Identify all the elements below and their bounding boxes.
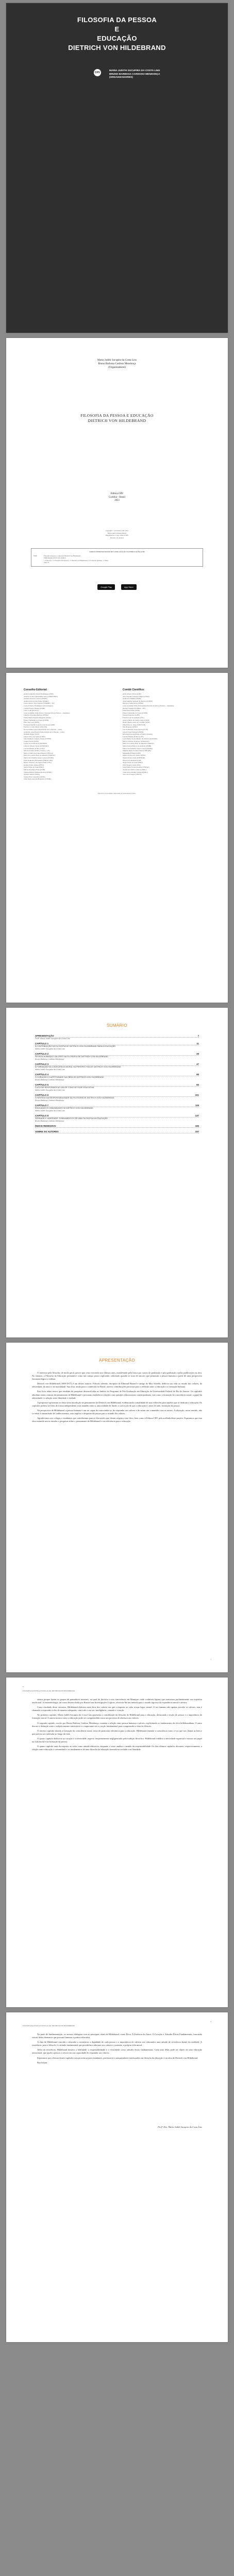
cover-author-line: MARIA JUDITH SUCUPIRA DA COSTA LINS bbox=[109, 70, 160, 72]
committee-member: Mohammed Elhajji (UFRJ) bbox=[123, 752, 141, 754]
cover-page bbox=[6, 3, 228, 333]
summary-entry-page: 83 bbox=[196, 1083, 199, 1086]
committee-member: Diosnel Centurion (UNIDA – PY) bbox=[123, 707, 145, 709]
committee-member: Marcos Vinicius Francisco (UNOESTE) bbox=[123, 740, 149, 742]
summary-entry-page: 155 bbox=[195, 1125, 199, 1127]
committee-member: Kilwangy Kya Kapitango-a-Samba (Unemat) bbox=[123, 733, 153, 736]
summary-entry[interactable] bbox=[35, 1073, 199, 1081]
editorial-council-column bbox=[24, 688, 114, 781]
council-member: Tania Suely Azevedo Brasileiro (UFOPA) bbox=[24, 778, 52, 781]
summary-entry-page: 11 bbox=[196, 1042, 199, 1045]
summary-page bbox=[6, 1008, 228, 1337]
summary-entry-title: CAPÍTULO 7 bbox=[35, 1104, 49, 1107]
paragraph: Na parte de fundamentação, os autores dialogam com as principais obras de Hildebrand, como Ética, A Essência do Amor, O Coração e Atitudes Éticas Fundamentais, buscando extrair delas elementos que possam iluminar a prática educativa. bbox=[32, 2033, 202, 2039]
summary-entry[interactable] bbox=[35, 1053, 199, 1060]
paragraph: sensos porque fazem os grupos de pensadores menores, na qual foi decisiva a sua convivência em Munique, onde conheceu figuras que marcaram profundamente sua trajetória intelectual. A fenomenologia, tal como desenvolvida por Husserl nas Investigações Lógicas, ofereceu-lhe um método para o estudo rigoroso da experiência moral e afetiva. bbox=[32, 1698, 202, 1704]
google-play-badge[interactable]: Google Play bbox=[97, 584, 115, 590]
presentation-signature: Profª. Dra. Maria Judith Sucupira da Costa Lins bbox=[158, 2126, 202, 2128]
paragraph: A proposta é apresentar ao leitor uma introdução ao pensamento de Dietrich von Hildebrand, evidenciando a atualidade de suas reflexões para aqueles que se dedicam à educação. Os capítulos podem ser lidos de forma independente, mas mantêm entre si uma unidade de fundo: a convicção de que a educação é, antes de tudo, formação da pessoa. bbox=[32, 1401, 202, 1407]
paragraph: No primeiro capítulo, Maria Judith Sucupira da Costa Lins apresenta a contribuição da filosofia de Hildebrand para a educação, destacando a noção de pessoa e a importância da formação moral. A autora mostra como a educação pode ser compreendida como um processo de abertura aos valores. bbox=[32, 1714, 202, 1720]
council-member: Paulo Romualdo Hernandes (UNIFAL-MG) bbox=[24, 759, 53, 761]
committee-member: José de Ribamar Sousa Pereira (UCB) bbox=[123, 728, 148, 731]
cip-code: F488 bbox=[34, 554, 37, 557]
title-page bbox=[6, 338, 228, 668]
committee-member: Lourdes Helena da Silva (UFV) bbox=[123, 735, 144, 738]
scientific-committee-column bbox=[123, 688, 213, 776]
summary-entry-title: APRESENTAÇÃO bbox=[35, 1035, 54, 1037]
summary-entry-page: 29 bbox=[196, 1053, 199, 1055]
council-member: Gloria Fariñas León (Universidade de La Havana – Cuba) bbox=[24, 728, 62, 731]
council-member: Lídia de Oliveira Xavier (UNIEURO) bbox=[24, 745, 49, 748]
committee-member: Vera Lucia Gaspar (UDESC) bbox=[123, 773, 142, 776]
summary-entry-page: 101 bbox=[195, 1094, 199, 1096]
summary-entry-author: Maria Judith Sucupira da Costa Lins bbox=[35, 1048, 65, 1050]
summary-entry-title: CAPÍTULO 1 bbox=[35, 1042, 49, 1045]
council-member: Maria Lília Imbiriba Sousa Colares (UFOPA) bbox=[24, 757, 54, 759]
cip-cdu: CDU 37 bbox=[44, 562, 49, 564]
council-member: Guillermo Arias Beatón (Universidade de La Havana – Cuba) bbox=[24, 731, 64, 733]
paragraph: O terceiro capítulo aborda a formação da consciência moral, tema de particular relevância para a educação. Hildebrand entende a consciência como a voz que nos chama ao bem e que precisa ser cultivada ao longo da vida. bbox=[32, 1729, 202, 1735]
council-member: Tadeu Oliver Gonçalves (UFPA) bbox=[24, 775, 45, 778]
committee-member: Elizeu Clementino de Souza (UNEB) bbox=[123, 711, 147, 714]
summary-entry-page: 65 bbox=[196, 1073, 199, 1076]
publisher-city: Curitiba – Brasil bbox=[109, 496, 125, 499]
summary-entry-page: 119 bbox=[195, 1104, 199, 1107]
editor-name: Maria Judith Sucupira da Costa Lins bbox=[97, 359, 137, 362]
store-badges bbox=[6, 584, 228, 590]
page-number: 8 bbox=[23, 1686, 24, 1688]
editorial-council-title: Conselho Editorial: bbox=[24, 688, 47, 691]
committee-member: Sérgio Nunes de Jesus (IFRO) bbox=[123, 761, 143, 764]
summary-entry[interactable] bbox=[35, 1094, 199, 1101]
council-member: Elione Maria Nogueira Diogenes (UFAL) bbox=[24, 716, 52, 719]
cip-title: Filosofia da pessoa e educação Dietrich von Hildebrand bbox=[44, 554, 81, 557]
committee-member: Ana Chrystina Venancio Mignot (UERJ) bbox=[123, 695, 149, 698]
page-number: 9 bbox=[210, 2021, 211, 2023]
summary-entry[interactable] bbox=[35, 1114, 199, 1122]
summary-entry[interactable] bbox=[35, 1125, 199, 1128]
committee-member: Inês Bragança (UERJ) bbox=[123, 726, 138, 728]
committee-member: Altair Alberto Fávero (UPF) bbox=[123, 693, 142, 695]
summary-entry[interactable] bbox=[35, 1083, 199, 1091]
copyright-line: Revisão: Os Autores bbox=[110, 536, 124, 539]
summary-entry-author: Maria Judith Sucupira da Costa Lins bbox=[35, 1110, 65, 1112]
summary-entry-title: CAPÍTULO 2 bbox=[35, 1053, 49, 1055]
summary-entry-author: Maria Judith Sucupira da Costa Lins bbox=[35, 1069, 65, 1071]
summary-entry[interactable] bbox=[35, 1130, 199, 1133]
committee-member: Lucia Marisy Souza Ribeiro de Oliveira (UNIVASF) bbox=[123, 738, 158, 740]
committee-member: Mônica Pereira dos Santos (UFRJ) bbox=[123, 754, 146, 757]
paragraph: O segundo capítulo, escrito por Bruno Barbosa Cardoso Mendonça, examina a relação entre pessoa humana e valores, explicitando os fundamentos da ética hildebrandiana. O autor discute a distinção entre o subjetivamente satisfatório e o importante em si, noção fundamental para compreender a obra do filósofo. bbox=[32, 1721, 202, 1727]
presentation-page-final bbox=[6, 2012, 228, 2342]
committee-member: Francisco Ari de Andrade (UFC) bbox=[123, 716, 144, 719]
council-member: Leonel Severo Rocha (UNISINOS) bbox=[24, 742, 47, 745]
summary-entry-subtitle: O SENTIDO DA RESPONSABILIDADE NA FILOSOFIA DE DIETRICH VON HILDEBRAND bbox=[35, 1097, 114, 1099]
title-line: FILOSOFIA DA PESSOA E EDUCAÇÃO bbox=[80, 413, 154, 418]
committee-member: Andréia N. Militão (UEMS) bbox=[123, 698, 142, 700]
copyright-line: Editor-chefe: Railson Moura bbox=[107, 532, 127, 534]
council-member: Sydione Santos (UEPG) bbox=[24, 773, 40, 776]
copyright-line: Diagramação e Capa: Editora CRV bbox=[105, 534, 129, 537]
paragraph: Boa leitura. bbox=[37, 2061, 48, 2064]
editorial-council-page bbox=[6, 673, 228, 1003]
council-member: Celso Conti (UFSCar) bbox=[24, 709, 39, 712]
page-body bbox=[32, 1698, 202, 1753]
summary-entry-title: CAPÍTULO 8 bbox=[35, 1114, 49, 1117]
committee-member: Ilma Passos A. Veiga (UNICEUB) bbox=[123, 723, 145, 726]
summary-entry-page: 7 bbox=[197, 1035, 199, 1037]
summary-entry-author: Profª. Maria Judith Sucupira da Costa Lins bbox=[35, 1038, 70, 1040]
summary-entry-subtitle: O CORAÇÃO E A AFETIVIDADE NA OBRA DE DIETRICH VON HILDEBRAND bbox=[35, 1076, 104, 1078]
summary-entry-subtitle: PESSOA HUMANA E VALORES NA FILOSOFIA DE DIETRICH VON HILDEBRAND bbox=[35, 1056, 108, 1058]
council-member: Anselmo Alencar Colares (UFOPA) bbox=[24, 698, 47, 700]
council-member: Élsio José Corá (UFFS) bbox=[24, 721, 40, 724]
summary-entry-author: Bruno Barbosa Cardoso Mendonça bbox=[35, 1058, 64, 1060]
scientific-committee-list bbox=[123, 693, 213, 776]
council-member: Carlos Alberto Vilar Estêvão (UMINHO – PT) bbox=[24, 702, 55, 705]
summary-entry-title: CAPÍTULO 6 bbox=[35, 1094, 49, 1096]
council-member: Francisco Carlos Duarte (PUC-PR) bbox=[24, 726, 47, 728]
paragraph: Este livro reúne textos que resultam de pesquisas desenvolvidas no âmbito do Programa de Pós-Graduação em Educação da Universidade Federal do Rio de Janeiro. Os capítulos abordam temas centrais do pensamento de Hildebrand e procuram estabelecer relações com questões educacionais contemporâneas, tais como a formação da consciência moral, o papel da afetividade e a relação entre liberdade e verdade. bbox=[32, 1390, 202, 1399]
cip-isbn: ISBN Digital 978-65-251-0000-0 bbox=[44, 557, 66, 560]
committee-member: Fauston Negreiros (UFPI) bbox=[123, 714, 140, 717]
summary-entry-subtitle: A FORMAÇÃO DA CONSCIÊNCIA MORAL NA PERSPECTIVA DE DIETRICH VON HILDEBRAND bbox=[35, 1066, 121, 1068]
copyright-lines bbox=[6, 530, 228, 539]
summary-entry-page: 157 bbox=[195, 1130, 199, 1133]
title-line: DIETRICH VON HILDEBRAND bbox=[88, 418, 146, 423]
cip-label: DADOS INTERNACIONAIS DE CATALOGAÇÃO NA PUBLICAÇÃO (CIP) bbox=[89, 551, 145, 553]
committee-member: Gláucia Maria dos Santos Jorge (UFOP) bbox=[123, 719, 149, 721]
summary-entry-author: Bruno Barbosa Cardoso Mendonça bbox=[35, 1079, 64, 1081]
summary-entry-page: 47 bbox=[196, 1063, 199, 1065]
committee-member: Maria Eurácia Barreto de Andrade (UFRB) bbox=[123, 745, 152, 748]
title-page-editors bbox=[6, 359, 228, 369]
running-header: FILOSOFIA DA PESSOA E EDUCAÇÃO: DIETRICH VON HILDEBRAND bbox=[23, 1690, 75, 1692]
committee-member: Maria de Lourdes Pinto de Almeida (UNOESC) bbox=[123, 742, 155, 745]
summary-entry-title: CAPÍTULO 5 bbox=[35, 1083, 49, 1086]
council-member: Eduardo Fernandes Barbosa (UFMG) bbox=[24, 714, 49, 717]
publisher-name: Editora CRV bbox=[110, 493, 124, 495]
publisher-logo: CRV bbox=[94, 69, 101, 76]
cover-title-line: FILOSOFIA DA PESSOA bbox=[77, 16, 157, 24]
cover-title-line: E bbox=[114, 25, 120, 33]
summary-entry-title: CAPÍTULO 4 bbox=[35, 1073, 49, 1076]
committee-member: Nilson José Machado (USP) bbox=[123, 759, 142, 761]
council-member: Antônio Pereira Gaio Júnior (UFRRJ) bbox=[24, 700, 49, 702]
council-member: Renato Francisco dos Santos Paula (UFG) bbox=[24, 761, 52, 764]
council-member: Maria de Lourdes Pinto de Almeida (UNOESC) bbox=[24, 754, 56, 757]
summary-entry[interactable] bbox=[35, 1063, 199, 1071]
presentation-heading: APRESENTAÇÃO bbox=[99, 1358, 135, 1363]
editor-role: (Organizadores) bbox=[108, 366, 126, 369]
publisher-year: 2023 bbox=[114, 499, 120, 502]
editorial-council-list bbox=[24, 693, 114, 781]
committee-member: Vânia Alves Martins Chaigar (FURG) bbox=[123, 771, 148, 773]
summary-entry-author: Bruno Barbosa Cardoso Mendonça bbox=[35, 1120, 64, 1122]
council-member: Solange Helena Ximenes-Rocha (UFOPA) bbox=[24, 771, 52, 773]
summary-entry-subtitle: O ATO DE RESPONDER AO VALOR COMO ATITUDE EDUCATIVA bbox=[35, 1087, 94, 1089]
committee-member: Helder Buenos Aires de Carvalho (UFPI) bbox=[123, 721, 150, 724]
summary-entry[interactable] bbox=[35, 1104, 199, 1112]
council-member: Aldira Guimarães Duarte Domínguez (UNB) bbox=[24, 693, 54, 695]
council-member: Jailson Alves dos Santos (UFRJ) bbox=[24, 735, 45, 738]
committee-member: Maria Lília Imbiriba Sousa Colares (UFOPA) bbox=[123, 747, 153, 750]
council-member: Simone Rodrigues Pinto (UNB) bbox=[24, 769, 45, 771]
council-member: Rodrigo Pratte-Santos (UFES) bbox=[24, 764, 44, 766]
app-store-badge[interactable]: App Store bbox=[121, 584, 137, 590]
committee-member: Suzana dos Santos Gomes (UFMG) bbox=[123, 769, 146, 771]
summary-entry-subtitle: EDUCAÇÃO E COMUNIDADE EM DIETRICH VON HILDEBRAND bbox=[35, 1107, 93, 1109]
committee-member: Anna Augusta Sampaio de Oliveira (UNESP) bbox=[123, 700, 153, 702]
summary-entry[interactable] bbox=[35, 1035, 199, 1040]
cover-title bbox=[6, 15, 228, 53]
summary-entry-title: SOBRE OS AUTORES bbox=[35, 1130, 59, 1133]
title-page-publisher bbox=[6, 493, 228, 503]
paragraph: Como resultado desse encontro, Hildebrand elaborou uma ética dos valores em que a resposta ao valor ocupa lugar central. O ser humano não apenas percebe os valores, mas é chamado a responder a eles de maneira adequada, com todo o seu ser: inteligência, vontade e coração. bbox=[32, 1706, 202, 1712]
paragraph: O quinto capítulo trata da resposta ao valor como atitude educativa, enquanto o sexto analisa o sentido da responsabilidade. Os dois últimos capítulos discutem, respectivamente, a relação entre educação e comunidade e os fundamentos de uma filosofia da educação baseada na verdade e na liberdade. bbox=[32, 1745, 202, 1751]
running-header: FILOSOFIA DA PESSOA E EDUCAÇÃO: DIETRICH VON HILDEBRAND bbox=[23, 2025, 75, 2027]
paragraph: Na perspectiva de Hildebrand, a pessoa humana é um ser capaz de transcender-se, de responder aos valores e de entrar em comunhão com os outros. A educação, nesse sentido, não se reduz à transmissão de conhecimentos, mas implica o despertar da pessoa para o mundo dos valores. bbox=[32, 1409, 202, 1415]
summary-entry-page: 137 bbox=[195, 1114, 199, 1117]
paragraph: Dietrich von Hildebrand (1889-1977) é um desses autores. Filósofo alemão, discípulo de Edmund Husserl e amigo de Max Scheler, dedicou sua vida ao estudo dos valores, da afetividade, do amor e da moralidade. Sua obra, ainda pouco conhecida no Brasil, oferece contribuições preciosas para a reflexão sobre a educação e a formação humana. bbox=[32, 1382, 202, 1388]
cip-keywords: 1. Educação. 2. Filosofia da Educação. 3. Dietrich von Hildebrand. 4. Formação humana. I. Título. bbox=[44, 559, 109, 562]
committee-member: Silvia Regina Canan (URI) bbox=[123, 764, 141, 766]
peer-review-note: Este livro foi avaliado e aprovado por pareceristas ad hoc. bbox=[98, 792, 136, 794]
council-member: Helmuth Krüger (UCP) bbox=[24, 733, 40, 736]
summary-heading: SUMÁRIO bbox=[106, 1023, 128, 1028]
paragraph: O interesse pela filosofia, de modo geral, parece que vem crescendo nos últimos anos, manifestado pela busca por cursos de graduação e pós-graduação e pelas publicações na área. No entanto, a Filosofia da Educação permanece como um campo pouco explorado, sobretudo quando se trata de autores que pensaram a pessoa humana a partir de uma perspectiva fenomenológica e realista. bbox=[32, 1371, 202, 1381]
scientific-committee-title: Comitê Científico: bbox=[123, 688, 145, 691]
presentation-body bbox=[32, 1371, 202, 1425]
summary-entry-subtitle: VERDADE E LIBERDADE: FUNDAMENTOS DE UMA FILOSOFIA DA EDUCAÇÃO bbox=[35, 1117, 108, 1120]
title-page-title bbox=[6, 413, 228, 423]
summary-entry-author: Bruno Barbosa Cardoso Mendonça bbox=[35, 1099, 64, 1101]
editor-name: Bruno Barbosa Cardoso Mendonça bbox=[98, 362, 136, 365]
paragraph: A obra de Hildebrand convida o educador a reconhecer a dignidade de cada pessoa e a importância de cultivar nos educandos uma atitude de reverência diante da realidade. A reverência, para o filósofo, é a atitude fundamental que possibilita a abertura aos valores e, portanto, a própria vida moral. bbox=[32, 2041, 202, 2047]
council-member: Cesar Gerónimo Tello (Univer. Nacional Três de Febrero – Argentina) bbox=[24, 711, 70, 714]
council-member: Fernando Antônio Gonçalves Alcoforado (IPB) bbox=[24, 723, 55, 726]
summary-entry[interactable] bbox=[35, 1042, 199, 1050]
cip-box bbox=[31, 548, 203, 567]
council-member: Maria Cristina dos Santos Bezerra (UFSCar) bbox=[24, 752, 54, 754]
summary-list bbox=[35, 1035, 199, 1136]
paragraph: O quarto capítulo dedica-se ao coração e à afetividade, aspecto frequentemente negligenciado pela tradição filosófica. Hildebrand reabilita a afetividade espiritual e mostra seu papel na vida moral e na formação da pessoa. bbox=[32, 1737, 202, 1743]
cover-author-line: BRUNO BARBOSA CARDOSO MENDONÇA bbox=[109, 73, 160, 76]
council-member: João Adalberto Campato Junior (UNESP) bbox=[24, 738, 52, 740]
presentation-page-continued bbox=[6, 1677, 228, 2007]
summary-entry-subtitle: A CONTRIBUIÇÃO DA FILOSOFIA DE DIETRICH VON HILDEBRAND PARA A EDUCAÇÃO bbox=[35, 1045, 116, 1047]
summary-entry-title: CAPÍTULO 3 bbox=[35, 1063, 49, 1065]
committee-member: Barbara Coelho Neves (UFBA) bbox=[123, 702, 144, 705]
presentation-page bbox=[6, 1343, 228, 1672]
council-member: Carmen Tereza Velanga (UNIR) bbox=[24, 707, 45, 709]
paragraph: Além da reverência, Hildebrand destaca a fidelidade, a responsabilidade e a veracidade como atitudes éticas fundamentais. Cada uma delas pode ser objeto de uma educação intencional, que ajude a pessoa a crescer em sua capacidade de responder aos valores. bbox=[32, 2048, 202, 2055]
committee-member: Jussara Fraga Portugal (UNEB) bbox=[123, 731, 144, 733]
council-member: Josania Portela (UFPI) bbox=[24, 740, 39, 742]
council-member: Marcelo Paixão (UFRJ e UTexas – US) bbox=[24, 750, 50, 752]
summary-entry-author: Maria Judith Sucupira da Costa Lins bbox=[35, 1089, 65, 1091]
cover-title-line: DIETRICH VON HILDEBRAND bbox=[68, 44, 166, 52]
council-member: Elizeu Clementino de Souza (UNEB) bbox=[24, 719, 48, 721]
copyright-line: Copyright © da Editora CRV Ltda. bbox=[105, 530, 129, 532]
council-member: Carlos Federico Dominguez Avila (Unieuro) bbox=[24, 704, 53, 707]
council-member: Andréia da Silva Quintanilha Sousa (UNIR/UFRN) bbox=[24, 695, 58, 698]
committee-member: Sonia Maria Ferreira Koehler (UNISAL) bbox=[123, 766, 150, 769]
committee-member: Míghian Danae Ferreira Nunes (UNILAB) bbox=[123, 750, 151, 752]
committee-member: Eliane Rose Maio (UEM) bbox=[123, 709, 140, 712]
council-member: Sérgio Nunes de Jesus (IFRO) bbox=[24, 766, 44, 769]
council-member: Lourdes Helena da Silva (UFV) bbox=[24, 747, 45, 750]
paragraph: Esperamos que a leitura destes capítulos seja proveitosa para estudantes, professores e pesquisadores interessados em filosofia da educação e na obra de Dietrich von Hildebrand. bbox=[37, 2056, 198, 2059]
cover-author-line: (ORGANIZADORES) bbox=[109, 76, 133, 79]
cover-title-line: EDUCAÇÃO bbox=[97, 35, 137, 42]
paragraph: Agradecemos aos colegas e estudantes que contribuíram para as discussões que deram origem a este livro, bem como à Editora CRV pela acolhida deste projeto. Esperamos que esta obra estimule novos estudos e pesquisas sobre o pensamento de Hildebrand e sua relevância para a educação. bbox=[32, 1417, 202, 1423]
page-body bbox=[32, 2033, 202, 2066]
committee-member: Cesar Gerónimo Tello (Universidad Nacional de Três de Febrero – Argentina) bbox=[123, 704, 174, 707]
summary-entry-title: ÍNDICE REMISSIVO bbox=[35, 1125, 56, 1127]
page-number: 7 bbox=[210, 1658, 211, 1661]
committee-member: Najela Tavares Ujiie (UNESPAR) bbox=[123, 757, 145, 759]
